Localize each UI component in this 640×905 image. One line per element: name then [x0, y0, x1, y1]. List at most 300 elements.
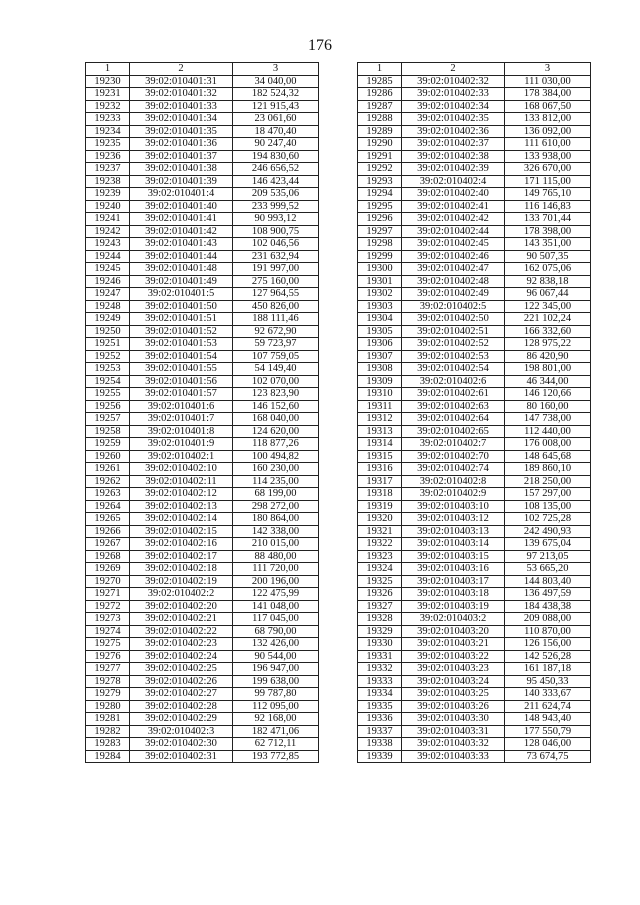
table-row: [358, 125, 591, 138]
cadastral-value: 133 938,00: [505, 150, 591, 163]
cadastral-value: 110 870,00: [505, 625, 591, 638]
cadastral-number: 39:02:010403:10: [402, 500, 505, 513]
row-number: 19302: [358, 288, 402, 301]
table-row: [86, 663, 319, 676]
cadastral-value: 168 067,50: [505, 100, 591, 113]
row-number: 19334: [358, 688, 402, 701]
table-row: [86, 513, 319, 526]
row-number: 19319: [358, 500, 402, 513]
row-number: 19277: [86, 663, 130, 676]
row-number: 19270: [86, 575, 130, 588]
cadastral-number: 39:02:010401:41: [130, 213, 233, 226]
cadastral-number: 39:02:010401:4: [130, 188, 233, 201]
table-row: [86, 225, 319, 238]
table-row: [86, 475, 319, 488]
row-number: 19233: [86, 113, 130, 126]
cadastral-number: 39:02:010401:52: [130, 325, 233, 338]
cadastral-value: 136 497,59: [505, 588, 591, 601]
cadastral-value: 160 230,00: [233, 463, 319, 476]
cadastral-number: 39:02:010403:31: [402, 725, 505, 738]
registry-table-right: [357, 62, 591, 763]
table-row: [86, 650, 319, 663]
row-number: 19282: [86, 725, 130, 738]
cadastral-number: 39:02:010402:5: [402, 300, 505, 313]
table-row: [86, 250, 319, 263]
cadastral-number: 39:02:010402:65: [402, 425, 505, 438]
cadastral-value: 133 812,00: [505, 113, 591, 126]
column-header-value: 3: [233, 63, 319, 76]
table-row: [358, 738, 591, 751]
table-row: [86, 425, 319, 438]
table-row: [86, 375, 319, 388]
cadastral-number: 39:02:010401:39: [130, 175, 233, 188]
table-row: [358, 513, 591, 526]
table-row: [358, 75, 591, 88]
table-row: [358, 688, 591, 701]
cadastral-value: 140 333,67: [505, 688, 591, 701]
table-row: [86, 288, 319, 301]
row-number: 19239: [86, 188, 130, 201]
table-row: [86, 175, 319, 188]
cadastral-value: 142 526,28: [505, 650, 591, 663]
cadastral-value: 200 196,00: [233, 575, 319, 588]
row-number: 19301: [358, 275, 402, 288]
row-number: 19290: [358, 138, 402, 151]
cadastral-value: 246 656,52: [233, 163, 319, 176]
cadastral-number: 39:02:010402:45: [402, 238, 505, 251]
row-number: 19234: [86, 125, 130, 138]
cadastral-number: 39:02:010402:13: [130, 500, 233, 513]
table-row: [358, 250, 591, 263]
cadastral-value: 92 838,18: [505, 275, 591, 288]
cadastral-number: 39:02:010402:53: [402, 350, 505, 363]
row-number: 19235: [86, 138, 130, 151]
row-number: 19299: [358, 250, 402, 263]
cadastral-number: 39:02:010402:30: [130, 738, 233, 751]
row-number: 19330: [358, 638, 402, 651]
row-number: 19246: [86, 275, 130, 288]
cadastral-number: 39:02:010402:49: [402, 288, 505, 301]
row-number: 19329: [358, 625, 402, 638]
cadastral-number: 39:02:010402:33: [402, 88, 505, 101]
cadastral-value: 132 426,00: [233, 638, 319, 651]
row-number: 19250: [86, 325, 130, 338]
cadastral-number: 39:02:010402:28: [130, 700, 233, 713]
cadastral-value: 112 095,00: [233, 700, 319, 713]
cadastral-number: 39:02:010402:52: [402, 338, 505, 351]
cadastral-number: 39:02:010402:20: [130, 600, 233, 613]
cadastral-value: 144 803,40: [505, 575, 591, 588]
row-number: 19245: [86, 263, 130, 276]
table-row: [358, 100, 591, 113]
table-row: [86, 738, 319, 751]
cadastral-value: 275 160,00: [233, 275, 319, 288]
table-row: [358, 400, 591, 413]
row-number: 19333: [358, 675, 402, 688]
row-number: 19241: [86, 213, 130, 226]
column-header-number: 1: [86, 63, 130, 76]
table-row: [86, 350, 319, 363]
table-row: [358, 388, 591, 401]
row-number: 19259: [86, 438, 130, 451]
table-row: [358, 463, 591, 476]
table-row: [86, 575, 319, 588]
table-row: [86, 613, 319, 626]
cadastral-number: 39:02:010402:2: [130, 588, 233, 601]
row-number: 19271: [86, 588, 130, 601]
cadastral-value: 124 620,00: [233, 425, 319, 438]
cadastral-number: 39:02:010401:54: [130, 350, 233, 363]
cadastral-number: 39:02:010403:14: [402, 538, 505, 551]
table-row: [358, 413, 591, 426]
cadastral-number: 39:02:010402:24: [130, 650, 233, 663]
cadastral-value: 68 790,00: [233, 625, 319, 638]
table-row: [86, 388, 319, 401]
cadastral-value: 168 040,00: [233, 413, 319, 426]
table-row: [86, 275, 319, 288]
cadastral-value: 136 092,00: [505, 125, 591, 138]
table-row: [358, 325, 591, 338]
cadastral-number: 39:02:010401:35: [130, 125, 233, 138]
row-number: 19304: [358, 313, 402, 326]
row-number: 19303: [358, 300, 402, 313]
table-row: [86, 200, 319, 213]
cadastral-number: 39:02:010402:61: [402, 388, 505, 401]
row-number: 19316: [358, 463, 402, 476]
cadastral-number: 39:02:010403:13: [402, 525, 505, 538]
cadastral-number: 39:02:010401:40: [130, 200, 233, 213]
cadastral-value: 211 624,74: [505, 700, 591, 713]
row-number: 19312: [358, 413, 402, 426]
cadastral-value: 146 120,66: [505, 388, 591, 401]
cadastral-value: 231 632,94: [233, 250, 319, 263]
row-number: 19339: [358, 750, 402, 763]
cadastral-value: 188 111,46: [233, 313, 319, 326]
table-row: [358, 750, 591, 763]
cadastral-number: 39:02:010402:6: [402, 375, 505, 388]
table-row: [86, 75, 319, 88]
table-row: [358, 675, 591, 688]
cadastral-value: 209 535,06: [233, 188, 319, 201]
row-number: 19336: [358, 713, 402, 726]
table-row: [86, 500, 319, 513]
table-row: [358, 700, 591, 713]
row-number: 19264: [86, 500, 130, 513]
table-row: [358, 113, 591, 126]
cadastral-number: 39:02:010403:21: [402, 638, 505, 651]
row-number: 19266: [86, 525, 130, 538]
cadastral-number: 39:02:010401:42: [130, 225, 233, 238]
row-number: 19238: [86, 175, 130, 188]
cadastral-value: 111 610,00: [505, 138, 591, 151]
table-row: [86, 638, 319, 651]
cadastral-value: 107 759,05: [233, 350, 319, 363]
row-number: 19278: [86, 675, 130, 688]
table-row: [358, 663, 591, 676]
row-number: 19274: [86, 625, 130, 638]
table-row: [86, 113, 319, 126]
row-number: 19325: [358, 575, 402, 588]
cadastral-value: 178 398,00: [505, 225, 591, 238]
cadastral-value: 73 674,75: [505, 750, 591, 763]
cadastral-number: 39:02:010401:57: [130, 388, 233, 401]
row-number: 19267: [86, 538, 130, 551]
row-number: 19322: [358, 538, 402, 551]
cadastral-number: 39:02:010402:51: [402, 325, 505, 338]
row-number: 19243: [86, 238, 130, 251]
cadastral-number: 39:02:010401:53: [130, 338, 233, 351]
cadastral-number: 39:02:010402:11: [130, 475, 233, 488]
row-number: 19261: [86, 463, 130, 476]
row-number: 19255: [86, 388, 130, 401]
table-row: [358, 138, 591, 151]
table-row: [358, 638, 591, 651]
table-row: [358, 213, 591, 226]
cadastral-number: 39:02:010402:50: [402, 313, 505, 326]
row-number: 19305: [358, 325, 402, 338]
row-number: 19311: [358, 400, 402, 413]
cadastral-number: 39:02:010402:39: [402, 163, 505, 176]
page-number: 176: [308, 37, 332, 54]
row-number: 19320: [358, 513, 402, 526]
cadastral-value: 112 440,00: [505, 425, 591, 438]
cadastral-value: 90 507,35: [505, 250, 591, 263]
table-row: [86, 550, 319, 563]
table-row: [86, 438, 319, 451]
row-number: 19335: [358, 700, 402, 713]
cadastral-number: 39:02:010401:55: [130, 363, 233, 376]
row-number: 19242: [86, 225, 130, 238]
row-number: 19260: [86, 450, 130, 463]
cadastral-number: 39:02:010403:23: [402, 663, 505, 676]
table-row: [358, 225, 591, 238]
table-row: [358, 538, 591, 551]
row-number: 19254: [86, 375, 130, 388]
table-row: [358, 350, 591, 363]
cadastral-number: 39:02:010401:56: [130, 375, 233, 388]
cadastral-number: 39:02:010402:7: [402, 438, 505, 451]
cadastral-number: 39:02:010402:63: [402, 400, 505, 413]
column-header-cadastral: 2: [402, 63, 505, 76]
row-number: 19317: [358, 475, 402, 488]
cadastral-number: 39:02:010401:51: [130, 313, 233, 326]
row-number: 19281: [86, 713, 130, 726]
cadastral-value: 128 975,22: [505, 338, 591, 351]
cadastral-number: 39:02:010402:16: [130, 538, 233, 551]
row-number: 19295: [358, 200, 402, 213]
table-row: [358, 238, 591, 251]
cadastral-value: 111 030,00: [505, 75, 591, 88]
row-number: 19300: [358, 263, 402, 276]
row-number: 19251: [86, 338, 130, 351]
cadastral-value: 178 384,00: [505, 88, 591, 101]
table-row: [86, 538, 319, 551]
table-row: [358, 175, 591, 188]
row-number: 19268: [86, 550, 130, 563]
cadastral-value: 182 471,06: [233, 725, 319, 738]
cadastral-value: 166 332,60: [505, 325, 591, 338]
cadastral-number: 39:02:010402:37: [402, 138, 505, 151]
cadastral-value: 191 997,00: [233, 263, 319, 276]
table-row: [86, 675, 319, 688]
cadastral-value: 148 943,40: [505, 713, 591, 726]
cadastral-value: 86 420,90: [505, 350, 591, 363]
cadastral-value: 59 723,97: [233, 338, 319, 351]
cadastral-value: 102 725,28: [505, 513, 591, 526]
row-number: 19265: [86, 513, 130, 526]
row-number: 19230: [86, 75, 130, 88]
cadastral-value: 210 015,00: [233, 538, 319, 551]
table-row: [86, 525, 319, 538]
cadastral-value: 171 115,00: [505, 175, 591, 188]
cadastral-value: 233 999,52: [233, 200, 319, 213]
cadastral-number: 39:02:010402:38: [402, 150, 505, 163]
cadastral-value: 149 765,10: [505, 188, 591, 201]
cadastral-value: 133 701,44: [505, 213, 591, 226]
cadastral-number: 39:02:010402:17: [130, 550, 233, 563]
row-number: 19248: [86, 300, 130, 313]
cadastral-number: 39:02:010402:8: [402, 475, 505, 488]
cadastral-value: 177 550,79: [505, 725, 591, 738]
table-row: [86, 188, 319, 201]
cadastral-value: 116 146,83: [505, 200, 591, 213]
row-number: 19231: [86, 88, 130, 101]
cadastral-value: 111 720,00: [233, 563, 319, 576]
cadastral-number: 39:02:010402:15: [130, 525, 233, 538]
row-number: 19298: [358, 238, 402, 251]
table-row: [358, 375, 591, 388]
cadastral-number: 39:02:010402:22: [130, 625, 233, 638]
row-number: 19276: [86, 650, 130, 663]
cadastral-number: 39:02:010403:22: [402, 650, 505, 663]
cadastral-number: 39:02:010401:49: [130, 275, 233, 288]
table-row: [86, 400, 319, 413]
table-row: [358, 500, 591, 513]
cadastral-number: 39:02:010403:16: [402, 563, 505, 576]
row-number: 19275: [86, 638, 130, 651]
cadastral-number: 39:02:010402:35: [402, 113, 505, 126]
cadastral-number: 39:02:010402:1: [130, 450, 233, 463]
cadastral-number: 39:02:010402:27: [130, 688, 233, 701]
table-row: [86, 463, 319, 476]
row-number: 19323: [358, 550, 402, 563]
cadastral-number: 39:02:010402:26: [130, 675, 233, 688]
cadastral-number: 39:02:010402:31: [130, 750, 233, 763]
row-number: 19263: [86, 488, 130, 501]
cadastral-number: 39:02:010401:48: [130, 263, 233, 276]
cadastral-number: 39:02:010401:6: [130, 400, 233, 413]
cadastral-number: 39:02:010401:9: [130, 438, 233, 451]
cadastral-value: 99 787,80: [233, 688, 319, 701]
cadastral-number: 39:02:010403:24: [402, 675, 505, 688]
cadastral-value: 102 046,56: [233, 238, 319, 251]
row-number: 19297: [358, 225, 402, 238]
table-row: [358, 300, 591, 313]
cadastral-value: 122 475,99: [233, 588, 319, 601]
row-number: 19272: [86, 600, 130, 613]
cadastral-number: 39:02:010402:19: [130, 575, 233, 588]
cadastral-value: 80 160,00: [505, 400, 591, 413]
cadastral-value: 92 168,00: [233, 713, 319, 726]
row-number: 19331: [358, 650, 402, 663]
row-number: 19292: [358, 163, 402, 176]
cadastral-value: 193 772,85: [233, 750, 319, 763]
cadastral-number: 39:02:010402:18: [130, 563, 233, 576]
cadastral-value: 121 915,43: [233, 100, 319, 113]
cadastral-value: 143 351,00: [505, 238, 591, 251]
table-row: [358, 588, 591, 601]
cadastral-number: 39:02:010401:36: [130, 138, 233, 151]
cadastral-value: 102 070,00: [233, 375, 319, 388]
row-number: 19262: [86, 475, 130, 488]
row-number: 19285: [358, 75, 402, 88]
row-number: 19289: [358, 125, 402, 138]
table-row: [358, 150, 591, 163]
cadastral-value: 221 102,24: [505, 313, 591, 326]
cadastral-value: 176 008,00: [505, 438, 591, 451]
table-row: [358, 475, 591, 488]
row-number: 19240: [86, 200, 130, 213]
cadastral-value: 189 860,10: [505, 463, 591, 476]
row-number: 19337: [358, 725, 402, 738]
cadastral-value: 108 900,75: [233, 225, 319, 238]
cadastral-number: 39:02:010402:46: [402, 250, 505, 263]
cadastral-value: 142 338,00: [233, 525, 319, 538]
row-number: 19257: [86, 413, 130, 426]
table-row: [86, 163, 319, 176]
cadastral-number: 39:02:010402:23: [130, 638, 233, 651]
table-row: [86, 313, 319, 326]
cadastral-number: 39:02:010401:7: [130, 413, 233, 426]
row-number: 19291: [358, 150, 402, 163]
row-number: 19310: [358, 388, 402, 401]
cadastral-value: 96 067,44: [505, 288, 591, 301]
cadastral-number: 39:02:010401:37: [130, 150, 233, 163]
cadastral-value: 97 213,05: [505, 550, 591, 563]
cadastral-value: 54 149,40: [233, 363, 319, 376]
cadastral-value: 157 297,00: [505, 488, 591, 501]
cadastral-number: 39:02:010402:14: [130, 513, 233, 526]
row-number: 19321: [358, 525, 402, 538]
row-number: 19318: [358, 488, 402, 501]
row-number: 19247: [86, 288, 130, 301]
cadastral-number: 39:02:010402:44: [402, 225, 505, 238]
table-row: [86, 263, 319, 276]
cadastral-number: 39:02:010402:54: [402, 363, 505, 376]
table-row: [86, 750, 319, 763]
cadastral-value: 68 199,00: [233, 488, 319, 501]
cadastral-number: 39:02:010402:4: [402, 175, 505, 188]
cadastral-number: 39:02:010401:34: [130, 113, 233, 126]
registry-table-left: [85, 62, 319, 763]
row-number: 19293: [358, 175, 402, 188]
cadastral-number: 39:02:010401:44: [130, 250, 233, 263]
row-number: 19328: [358, 613, 402, 626]
cadastral-number: 39:02:010403:33: [402, 750, 505, 763]
row-number: 19326: [358, 588, 402, 601]
cadastral-value: 180 864,00: [233, 513, 319, 526]
table-row: [358, 363, 591, 376]
cadastral-value: 128 046,00: [505, 738, 591, 751]
cadastral-value: 88 480,00: [233, 550, 319, 563]
row-number: 19296: [358, 213, 402, 226]
header-row: [358, 63, 591, 76]
cadastral-number: 39:02:010402:36: [402, 125, 505, 138]
row-number: 19307: [358, 350, 402, 363]
table-row: [86, 213, 319, 226]
cadastral-number: 39:02:010402:48: [402, 275, 505, 288]
cadastral-number: 39:02:010401:43: [130, 238, 233, 251]
